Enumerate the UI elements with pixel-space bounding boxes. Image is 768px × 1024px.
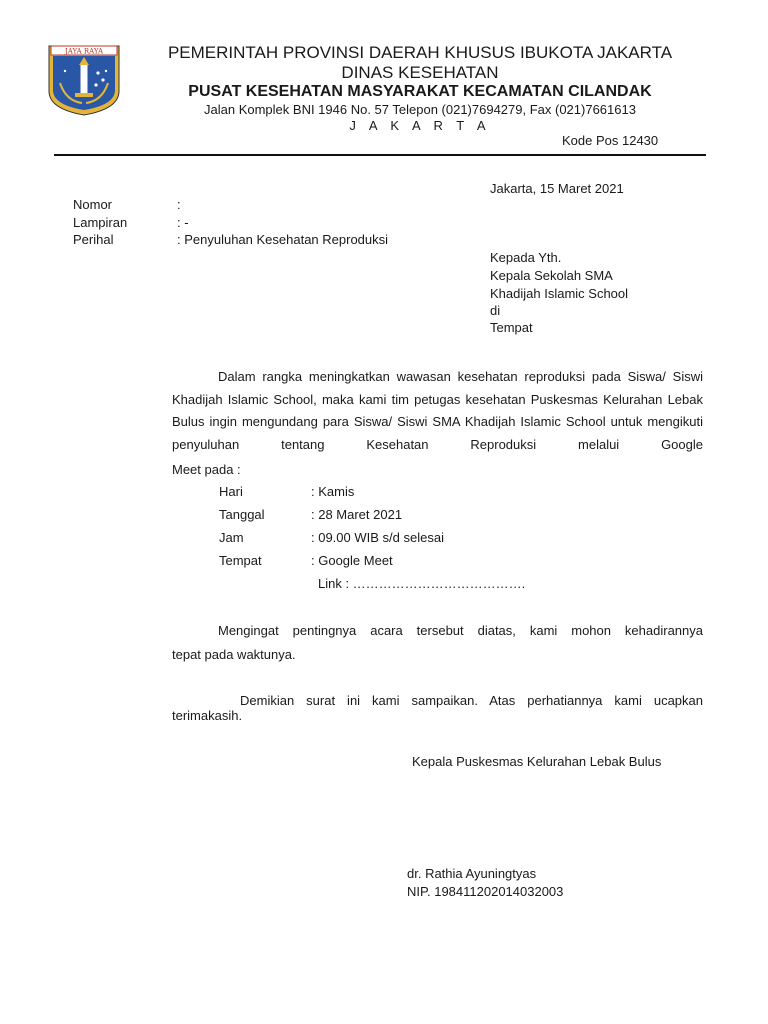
letterhead-line2: DINAS KESEHATAN	[341, 63, 499, 82]
body-paragraph-2-end: tepat pada waktunya.	[172, 647, 296, 662]
detail-value-jam: : 09.00 WIB s/d selesai	[311, 530, 444, 545]
detail-value-tempat: : Google Meet	[311, 553, 393, 568]
meta-label-lampiran: Lampiran	[73, 215, 128, 230]
body-paragraph-3-end: terimakasih.	[172, 708, 243, 723]
meta-value-lampiran: : -	[177, 215, 189, 230]
detail-label-tempat: Tempat	[219, 553, 262, 568]
letterhead-line1: PEMERINTAH PROVINSI DAERAH KHUSUS IBUKOTA JAKARTA	[167, 43, 673, 62]
detail-label-jam: Jam	[219, 530, 244, 545]
recipient-line: di	[490, 303, 501, 318]
logo-banner-text: JAYA RAYA	[64, 47, 104, 56]
recipient-line: Tempat	[490, 320, 533, 335]
meta-value-nomor: :	[177, 197, 181, 212]
body-paragraph-1: Dalam rangka meningkatkan wawasan kesehatan reproduksi pada Siswa/ Siswi Khadijah Islamic School, maka kami tim petugas kesehatan Puskesmas Kelurahan Lebak Bulus ingin mengundang para Siswa/ Siswi SMA Khadijah Islamic School untuk mengikuti penyuluhan tentang Kesehatan Reproduksi melalui Google	[172, 369, 703, 452]
detail-label-hari: Hari	[219, 484, 243, 499]
letterhead-city: J A K A R T A	[349, 118, 491, 133]
recipient-line: Kepala Sekolah SMA	[490, 268, 613, 283]
letterhead-line3: PUSAT KESEHATAN MASYARAKAT KECAMATAN CILANDAK	[188, 83, 652, 100]
detail-value-hari: : Kamis	[311, 484, 355, 499]
letterhead-postcode: Kode Pos 12430	[562, 133, 659, 148]
letterhead-address: Jalan Komplek BNI 1946 No. 57 Telepon (021)7694279, Fax (021)7661613	[204, 102, 636, 117]
body-paragraph-3: Demikian surat ini kami sampaikan. Atas perhatiannya kami ucapkan	[240, 693, 703, 708]
meeting-link: Link : ………………………………….	[318, 576, 526, 591]
recipient-line: Kepada Yth.	[490, 250, 562, 265]
signature-title: Kepala Puskesmas Kelurahan Lebak Bulus	[412, 754, 662, 769]
recipient-line: Khadijah Islamic School	[490, 286, 629, 301]
detail-label-tanggal: Tanggal	[219, 507, 265, 522]
jakarta-coat-of-arms-logo	[46, 43, 122, 117]
meta-label-perihal: Perihal	[73, 232, 114, 247]
detail-value-tanggal: : 28 Maret 2021	[311, 507, 403, 522]
meta-value-perihal: : Penyuluhan Kesehatan Reproduksi	[177, 232, 389, 247]
signature-nip: NIP. 198411202014032003	[407, 884, 564, 899]
letterhead-divider	[54, 154, 706, 156]
letter-date: Jakarta, 15 Maret 2021	[490, 181, 624, 196]
meta-label-nomor: Nomor	[73, 197, 113, 212]
signature-name: dr. Rathia Ayuningtyas	[407, 866, 537, 881]
body-paragraph-1-end: Meet pada :	[172, 462, 241, 477]
body-paragraph-2: Mengingat pentingnya acara tersebut diatas, kami mohon kehadirannya	[218, 623, 703, 638]
